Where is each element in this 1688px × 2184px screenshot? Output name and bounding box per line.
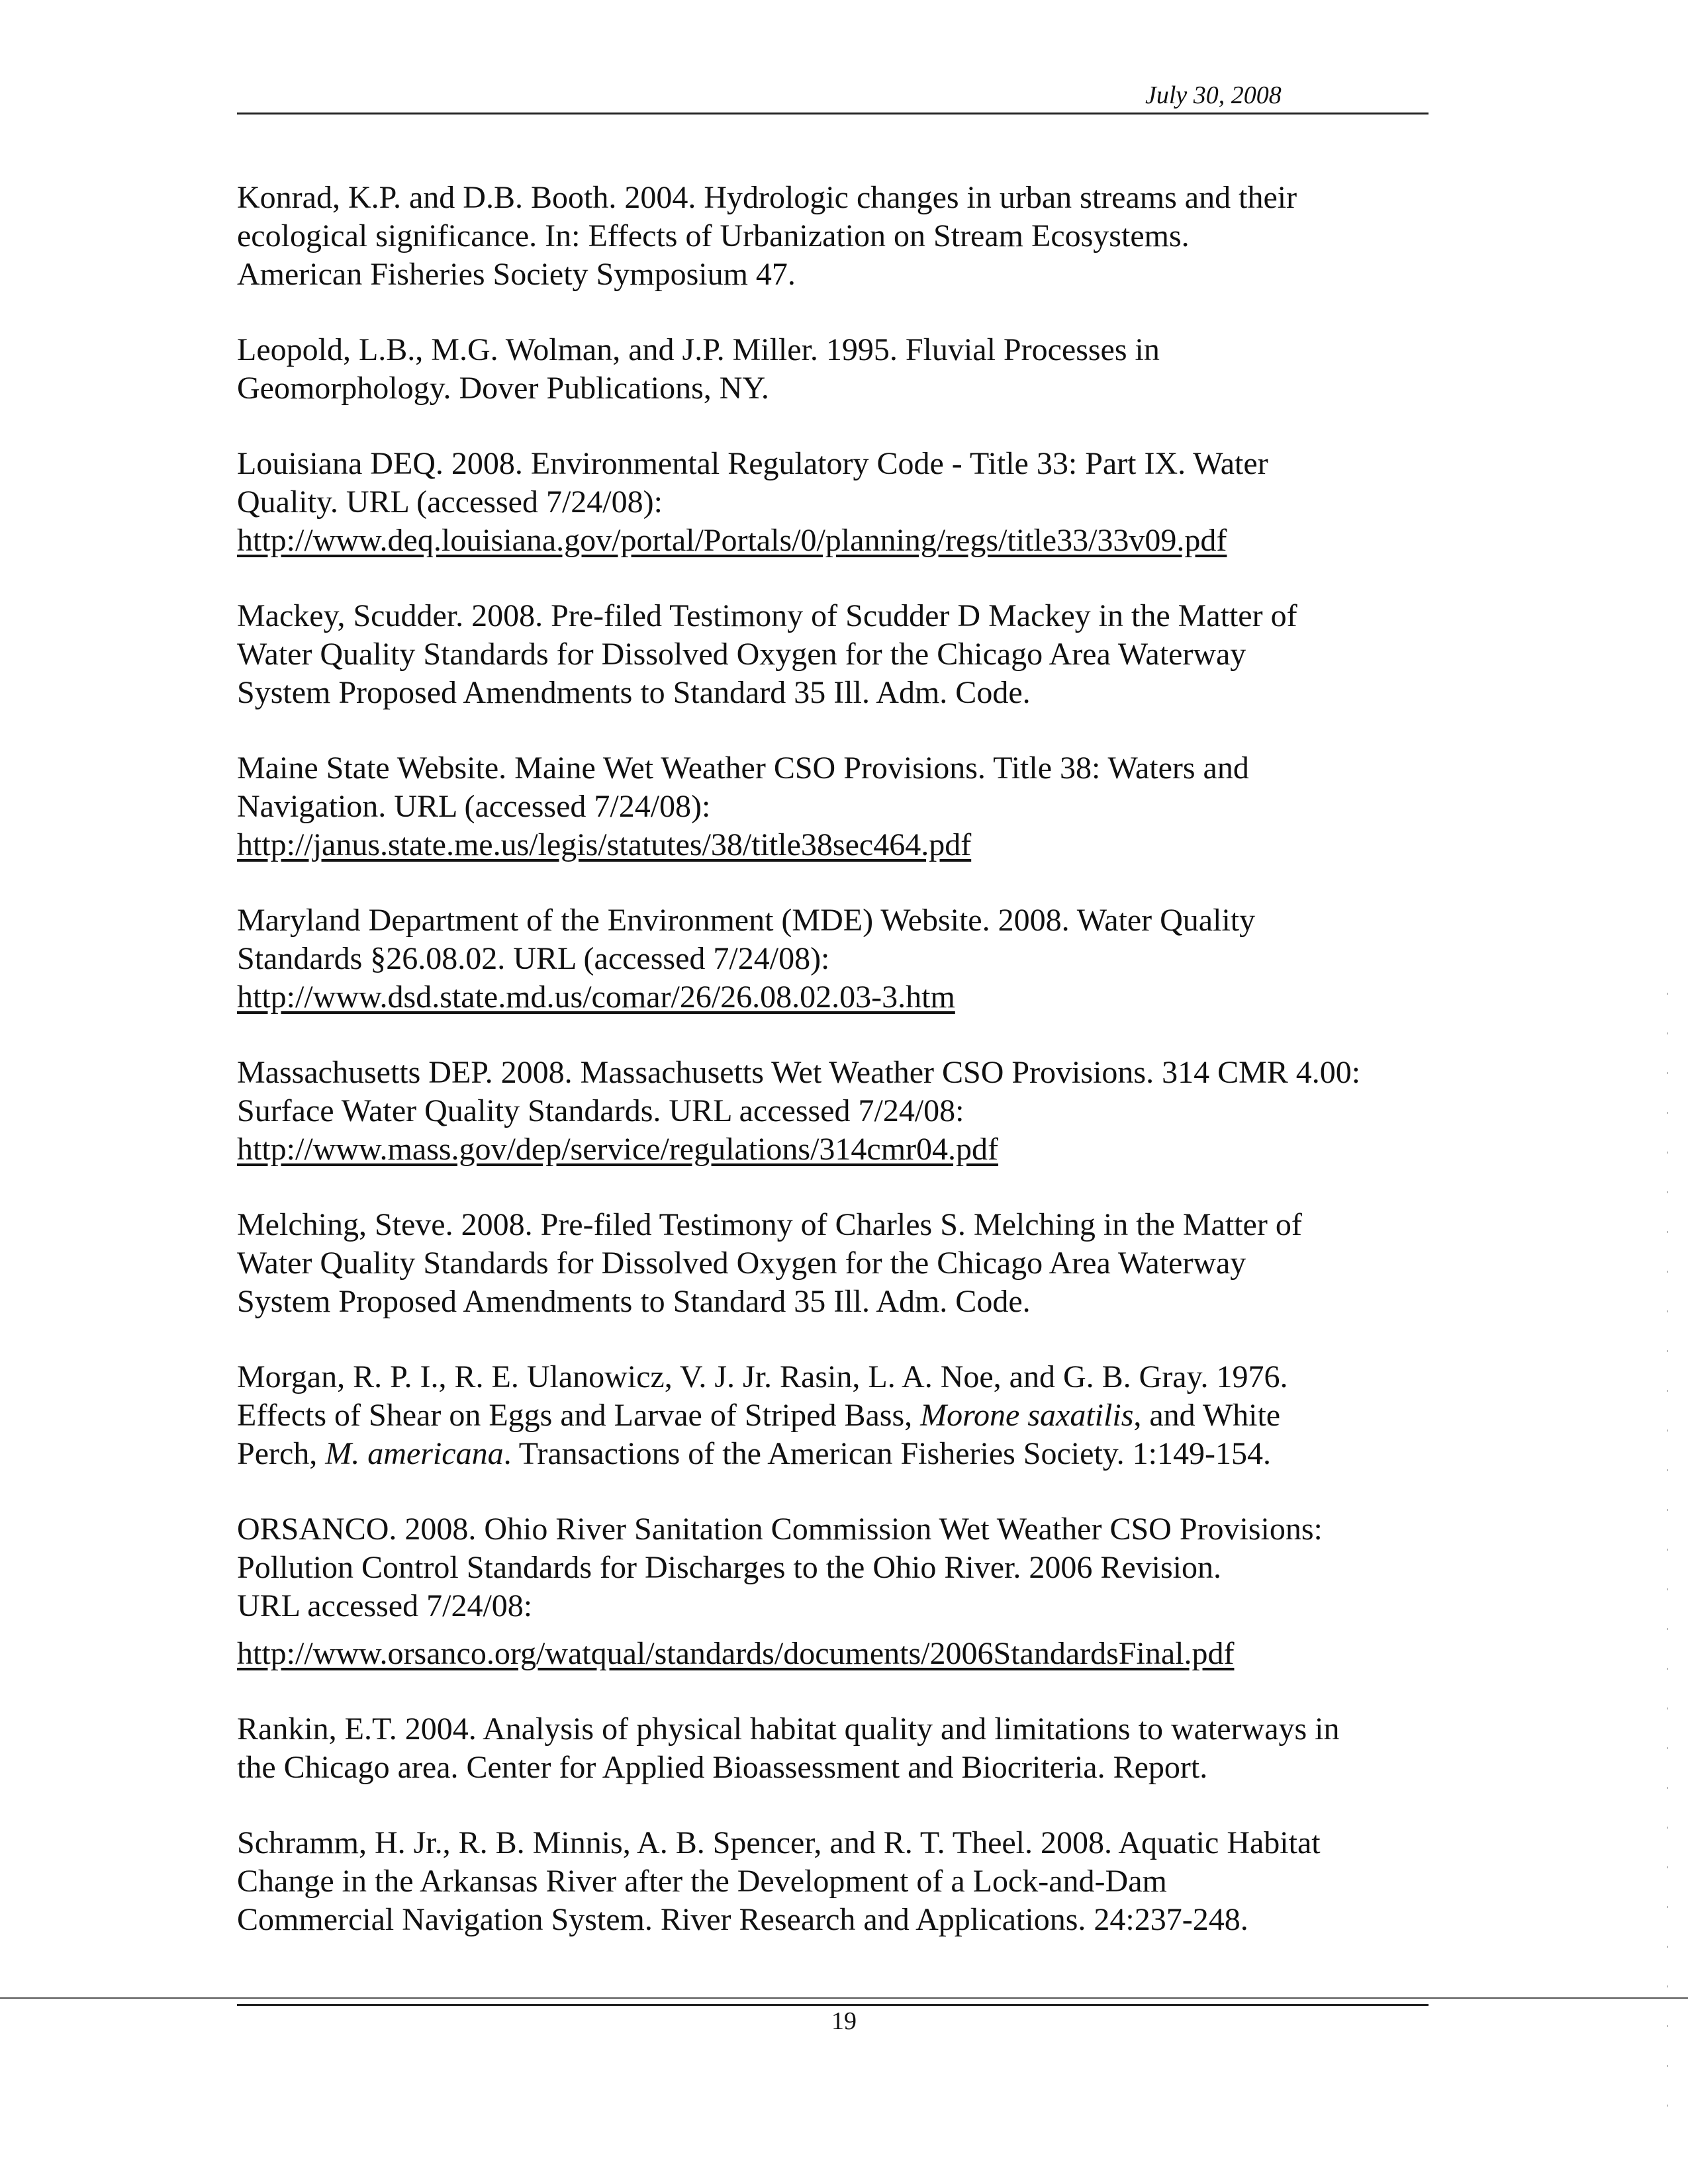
- reference-text: [237, 1435, 1429, 1473]
- reference-text: Konrad, K.P. and D.B. Booth. 2004. Hydrologic changes in urban streams and their: [237, 180, 1297, 215]
- footer-rule: [237, 2004, 1429, 2006]
- reference-text: ORSANCO. 2008. Ohio River Sanitation Commission Wet Weather CSO Provisions:: [237, 1512, 1323, 1547]
- reference-rankin-2004: [237, 1710, 1429, 1787]
- reference-text: Melching, Steve. 2008. Pre-filed Testimony of Charles S. Melching in the Matter of: [237, 1207, 1302, 1242]
- reference-schramm-2008: [237, 1824, 1429, 1939]
- reference-text: ecological significance. In: Effects of Urbanization on Stream Ecosystems.: [237, 218, 1190, 253]
- reference-text: Geomorphology. Dover Publications, NY.: [237, 371, 769, 406]
- reference-text-part: , and White: [1133, 1398, 1281, 1433]
- species-name-italic: M. americana: [325, 1436, 504, 1471]
- reference-url-link[interactable]: http://www.mass.gov/dep/service/regulations/314cmr04.pdf: [237, 1132, 999, 1167]
- reference-list: [237, 179, 1429, 1976]
- reference-text: Schramm, H. Jr., R. B. Minnis, A. B. Spencer, and R. T. Theel. 2008. Aquatic Habitat: [237, 1825, 1321, 1860]
- species-name-italic: Morone saxatilis: [920, 1398, 1134, 1433]
- page-number: 19: [831, 2007, 857, 2035]
- footer-rule-outer: [0, 1997, 1688, 1999]
- reference-melching-2008: [237, 1206, 1429, 1321]
- reference-louisiana-deq-2008: [237, 445, 1429, 560]
- reference-text: Maine State Website. Maine Wet Weather CSO Provisions. Title 38: Waters and: [237, 751, 1249, 786]
- reference-text: Leopold, L.B., M.G. Wolman, and J.P. Miller. 1995. Fluvial Processes in: [237, 332, 1160, 367]
- reference-text-part: Effects of Shear on Eggs and Larvae of Striped Bass,: [237, 1398, 921, 1433]
- header-date: July 30, 2008: [1145, 81, 1282, 109]
- reference-text: Morgan, R. P. I., R. E. Ulanowicz, V. J. Jr. Rasin, L. A. Noe, and G. B. Gray. 1976.: [237, 1359, 1288, 1394]
- reference-text: System Proposed Amendments to Standard 35 Ill. Adm. Code.: [237, 1284, 1031, 1319]
- reference-text: Pollution Control Standards for Discharges to the Ohio River. 2006 Revision.: [237, 1550, 1222, 1585]
- reference-text: Maryland Department of the Environment (MDE) Website. 2008. Water Quality: [237, 903, 1256, 938]
- reference-url-link[interactable]: http://www.orsanco.org/watqual/standards/documents/2006StandardsFinal.pdf: [237, 1636, 1235, 1671]
- scan-edge-marks: [1667, 993, 1668, 2118]
- reference-text: System Proposed Amendments to Standard 35 Ill. Adm. Code.: [237, 675, 1031, 710]
- reference-maryland-mde-2008: [237, 901, 1429, 1017]
- reference-text: Water Quality Standards for Dissolved Oxygen for the Chicago Area Waterway: [237, 637, 1246, 672]
- reference-url-link[interactable]: http://www.deq.louisiana.gov/portal/Portals/0/planning/regs/title33/33v09.pdf: [237, 523, 1227, 558]
- reference-text: American Fisheries Society Symposium 47.: [237, 257, 796, 292]
- reference-url-link[interactable]: http://www.dsd.state.md.us/comar/26/26.08.02.03-3.htm: [237, 979, 955, 1015]
- reference-text: [237, 1396, 1429, 1435]
- reference-url-link[interactable]: http://janus.state.me.us/legis/statutes/38/title38sec464.pdf: [237, 827, 972, 862]
- reference-text: Mackey, Scudder. 2008. Pre-filed Testimony of Scudder D Mackey in the Matter of: [237, 598, 1297, 633]
- reference-text: the Chicago area. Center for Applied Bioassessment and Biocriteria. Report.: [237, 1750, 1208, 1785]
- reference-mackey-2008: [237, 597, 1429, 712]
- reference-text: Change in the Arkansas River after the Development of a Lock-and-Dam: [237, 1864, 1167, 1899]
- reference-text: Navigation. URL (accessed 7/24/08):: [237, 789, 711, 824]
- reference-text: Standards §26.08.02. URL (accessed 7/24/08):: [237, 941, 830, 976]
- reference-text: URL accessed 7/24/08:: [237, 1588, 533, 1623]
- reference-massachusetts-dep-2008: [237, 1054, 1429, 1169]
- reference-text: Surface Water Quality Standards. URL accessed 7/24/08:: [237, 1093, 964, 1128]
- reference-text: Rankin, E.T. 2004. Analysis of physical habitat quality and limitations to waterways in: [237, 1711, 1340, 1747]
- reference-leopold-1995: [237, 331, 1429, 408]
- reference-maine-state: [237, 749, 1429, 864]
- reference-morgan-1976: [237, 1358, 1429, 1473]
- reference-text: Quality. URL (accessed 7/24/08):: [237, 484, 663, 520]
- reference-text-part: Perch,: [237, 1436, 326, 1471]
- header-rule: [237, 113, 1429, 114]
- reference-text-part: . Transactions of the American Fisheries Society. 1:149-154.: [503, 1436, 1271, 1471]
- reference-orsanco-2008: [237, 1510, 1429, 1673]
- reference-text: Massachusetts DEP. 2008. Massachusetts Wet Weather CSO Provisions. 314 CMR 4.00:: [237, 1055, 1361, 1090]
- reference-konrad-2004: [237, 179, 1429, 294]
- reference-text: Water Quality Standards for Dissolved Oxygen for the Chicago Area Waterway: [237, 1246, 1246, 1281]
- reference-text: Commercial Navigation System. River Research and Applications. 24:237-248.: [237, 1902, 1248, 1937]
- reference-text: Louisiana DEQ. 2008. Environmental Regulatory Code - Title 33: Part IX. Water: [237, 446, 1268, 481]
